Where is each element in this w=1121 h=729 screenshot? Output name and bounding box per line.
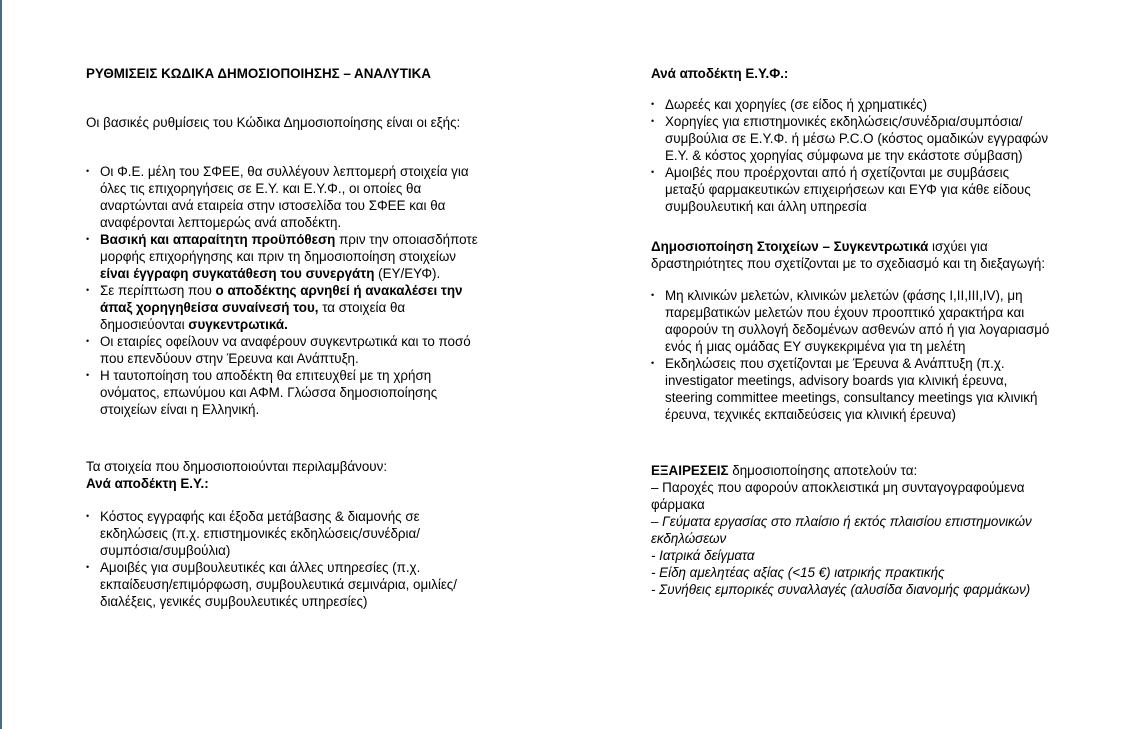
hco-list bbox=[651, 96, 1051, 215]
exceptions-text: δημοσιοποίησης αποτελούν τα: bbox=[728, 463, 918, 478]
list-text: Δωρεές και χορηγίες (σε είδος ή χρηματικές) bbox=[665, 97, 928, 112]
rule-text: Οι Φ.Ε. μέλη του ΣΦΕΕ, θα συλλέγουν λεπτομερή στοιχεία για όλες τις επιχορηγήσεις σε Ε.Υ. και Ε.Υ.Φ., οι οποίες θα αναρτώνται ανά εταιρεία στην ιστοσελίδα του ΣΦΕΕ και θα αναφέρονται λεπτομερώς ανά αποδέκτη. bbox=[100, 164, 469, 230]
rule-item bbox=[86, 367, 481, 418]
rule-item bbox=[86, 333, 481, 367]
hcp-list bbox=[86, 508, 481, 610]
rule-text: πριν την οποιασδήποτε μορφής επιχορήγησης και πριν τη δημοσιοποίηση στοιχείων bbox=[100, 232, 478, 264]
rule-bold: συγκεντρωτικά. bbox=[188, 317, 288, 332]
aggregate-paragraph bbox=[651, 238, 1051, 272]
exception-item: – Παροχές που αφορούν αποκλειστικά μη συνταγογραφούμενα φάρμακα bbox=[651, 480, 1025, 512]
exception-item: - Ιατρικά δείγματα bbox=[651, 548, 755, 563]
rule-item bbox=[86, 163, 481, 231]
list-text: Μη κλινικών μελετών, κλινικών μελετών (φάσης I,II,III,IV), μη παρεμβατικών μελετών που έχουν προοπτικό χαρακτήρα και αφορούν τη συλλογή δεδομένων ασθενών από ή για λογαριασμό ενός ή μιας ομάδας ΕΥ συγκεκριμένα για τη μελέτη bbox=[665, 288, 1050, 354]
section-title: ΡΥΘΜΙΣΕΙΣ ΚΩΔΙΚΑ ΔΗΜΟΣΙΟΠΟΙΗΣΗΣ – ΑΝΑΛΥΤΙΚΑ bbox=[86, 66, 431, 81]
list-item bbox=[651, 287, 1051, 355]
aggregate-list bbox=[651, 287, 1051, 423]
rule-text: Οι εταιρίες οφείλουν να αναφέρουν συγκεντρωτικά και το ποσό που επενδύουν στην Έρευνα και Ανάπτυξη. bbox=[100, 334, 471, 366]
rule-item bbox=[86, 231, 481, 282]
list-text: Χορηγίες για επιστημονικές εκδηλώσεις/συνέδρια/συμπόσια/συμβούλια σε Ε.Υ.Φ. ή μέσω P.C.O (κόστος ομαδικών εγγραφών Ε.Υ. & κόστος χορηγίας σύμφωνα με την εκάστοτε σύμβαση) bbox=[665, 114, 1049, 163]
list-item bbox=[651, 113, 1051, 164]
rule-item bbox=[86, 282, 481, 333]
rule-bold: Βασική και απαραίτητη προϋπόθεση bbox=[100, 232, 336, 247]
list-item bbox=[86, 559, 481, 610]
exception-item: - Συνήθεις εμπορικές συναλλαγές (αλυσίδα διανομής φαρμάκων) bbox=[651, 582, 1031, 597]
rules-list bbox=[86, 163, 481, 418]
list-item bbox=[86, 508, 481, 559]
rule-bold: είναι έγγραφη συγκατάθεση του συνεργάτη bbox=[100, 266, 375, 281]
list-item bbox=[651, 96, 1051, 113]
list-text: Εκδηλώσεις που σχετίζονται με Έρευνα & Ανάπτυξη (π.χ. investigator meetings, advisory boards για κλινική έρευνα, steering committee meetings, consultancy meetings για κλινική έρευνα, τεχνικές εκπαιδεύσεις για κλινική έρευνα) bbox=[665, 356, 1038, 422]
intro-paragraph: Οι βασικές ρυθμίσεις του Κώδικα Δημοσιοποίησης είναι οι εξής: bbox=[86, 115, 461, 130]
exception-item: – Γεύματα εργασίας στο πλαίσιο ή εκτός πλαισίου επιστημονικών εκδηλώσεων bbox=[651, 514, 1032, 546]
per-hco-heading: Ανά αποδέκτη Ε.Υ.Φ.: bbox=[651, 66, 789, 81]
rule-text: Η ταυτοποίηση του αποδέκτη θα επιτευχθεί με τη χρήση ονόματος, επωνύμου και ΑΦΜ. Γλώσσα δημοσιοποίησης στοιχείων είναι η Ελληνική. bbox=[100, 368, 438, 417]
list-text: Κόστος εγγραφής και έξοδα μετάβασης & διαμονής σε εκδηλώσεις (π.χ. επιστημονικές εκδηλώσεις/συνέδρια/συμπόσια/συμβούλια) bbox=[100, 509, 420, 558]
rule-text: (ΕΥ/ΕΥΦ). bbox=[374, 266, 441, 281]
rule-bold: ο αποδέκτης αρνηθεί ή ανακαλέσει την άπαξ χορηγηθείσα συναίνεσή του, bbox=[100, 283, 463, 315]
exceptions-bold: ΕΞΑΙΡΕΣΕΙΣ bbox=[651, 463, 729, 478]
published-intro: Τα στοιχεία που δημοσιοποιούνται περιλαμβάνουν: bbox=[86, 459, 388, 474]
aggregate-text: ισχύει για δραστηριότητες που σχετίζονται με το σχεδιασμό και τη διεξαγωγή: bbox=[651, 239, 1046, 271]
list-text: Αμοιβές που προέρχονται από ή σχετίζονται με συμβάσεις μεταξύ φαρμακευτικών επιχειρήσεων και ΕΥΦ για κάθε είδους συμβουλευτική και άλλη υπηρεσία bbox=[665, 165, 1031, 214]
page-left-edge bbox=[0, 0, 2, 729]
left-column bbox=[86, 65, 481, 610]
per-hcp-heading: Ανά αποδέκτη Ε.Υ.: bbox=[86, 476, 209, 491]
aggregate-bold: Δημοσιοποίηση Στοιχείων – Συγκεντρωτικά bbox=[651, 239, 929, 254]
exception-item: - Είδη αμελητέας αξίας (<15 €) ιατρικής πρακτικής bbox=[651, 565, 945, 580]
rule-text: τα στοιχεία θα δημοσιεύονται bbox=[100, 300, 406, 332]
rule-text: Σε περίπτωση που bbox=[100, 283, 216, 298]
list-item bbox=[651, 164, 1051, 215]
exceptions-heading bbox=[651, 462, 1051, 479]
list-text: Αμοιβές για συμβουλευτικές και άλλες υπηρεσίες (π.χ. εκπαίδευση/επιμόρφωση, συμβουλευτικά σεμινάρια, ομιλίες/διαλέξεις, γενικές συμβουλευτικές υπηρεσίες) bbox=[100, 560, 457, 609]
right-column bbox=[651, 65, 1051, 598]
list-item bbox=[651, 355, 1051, 423]
